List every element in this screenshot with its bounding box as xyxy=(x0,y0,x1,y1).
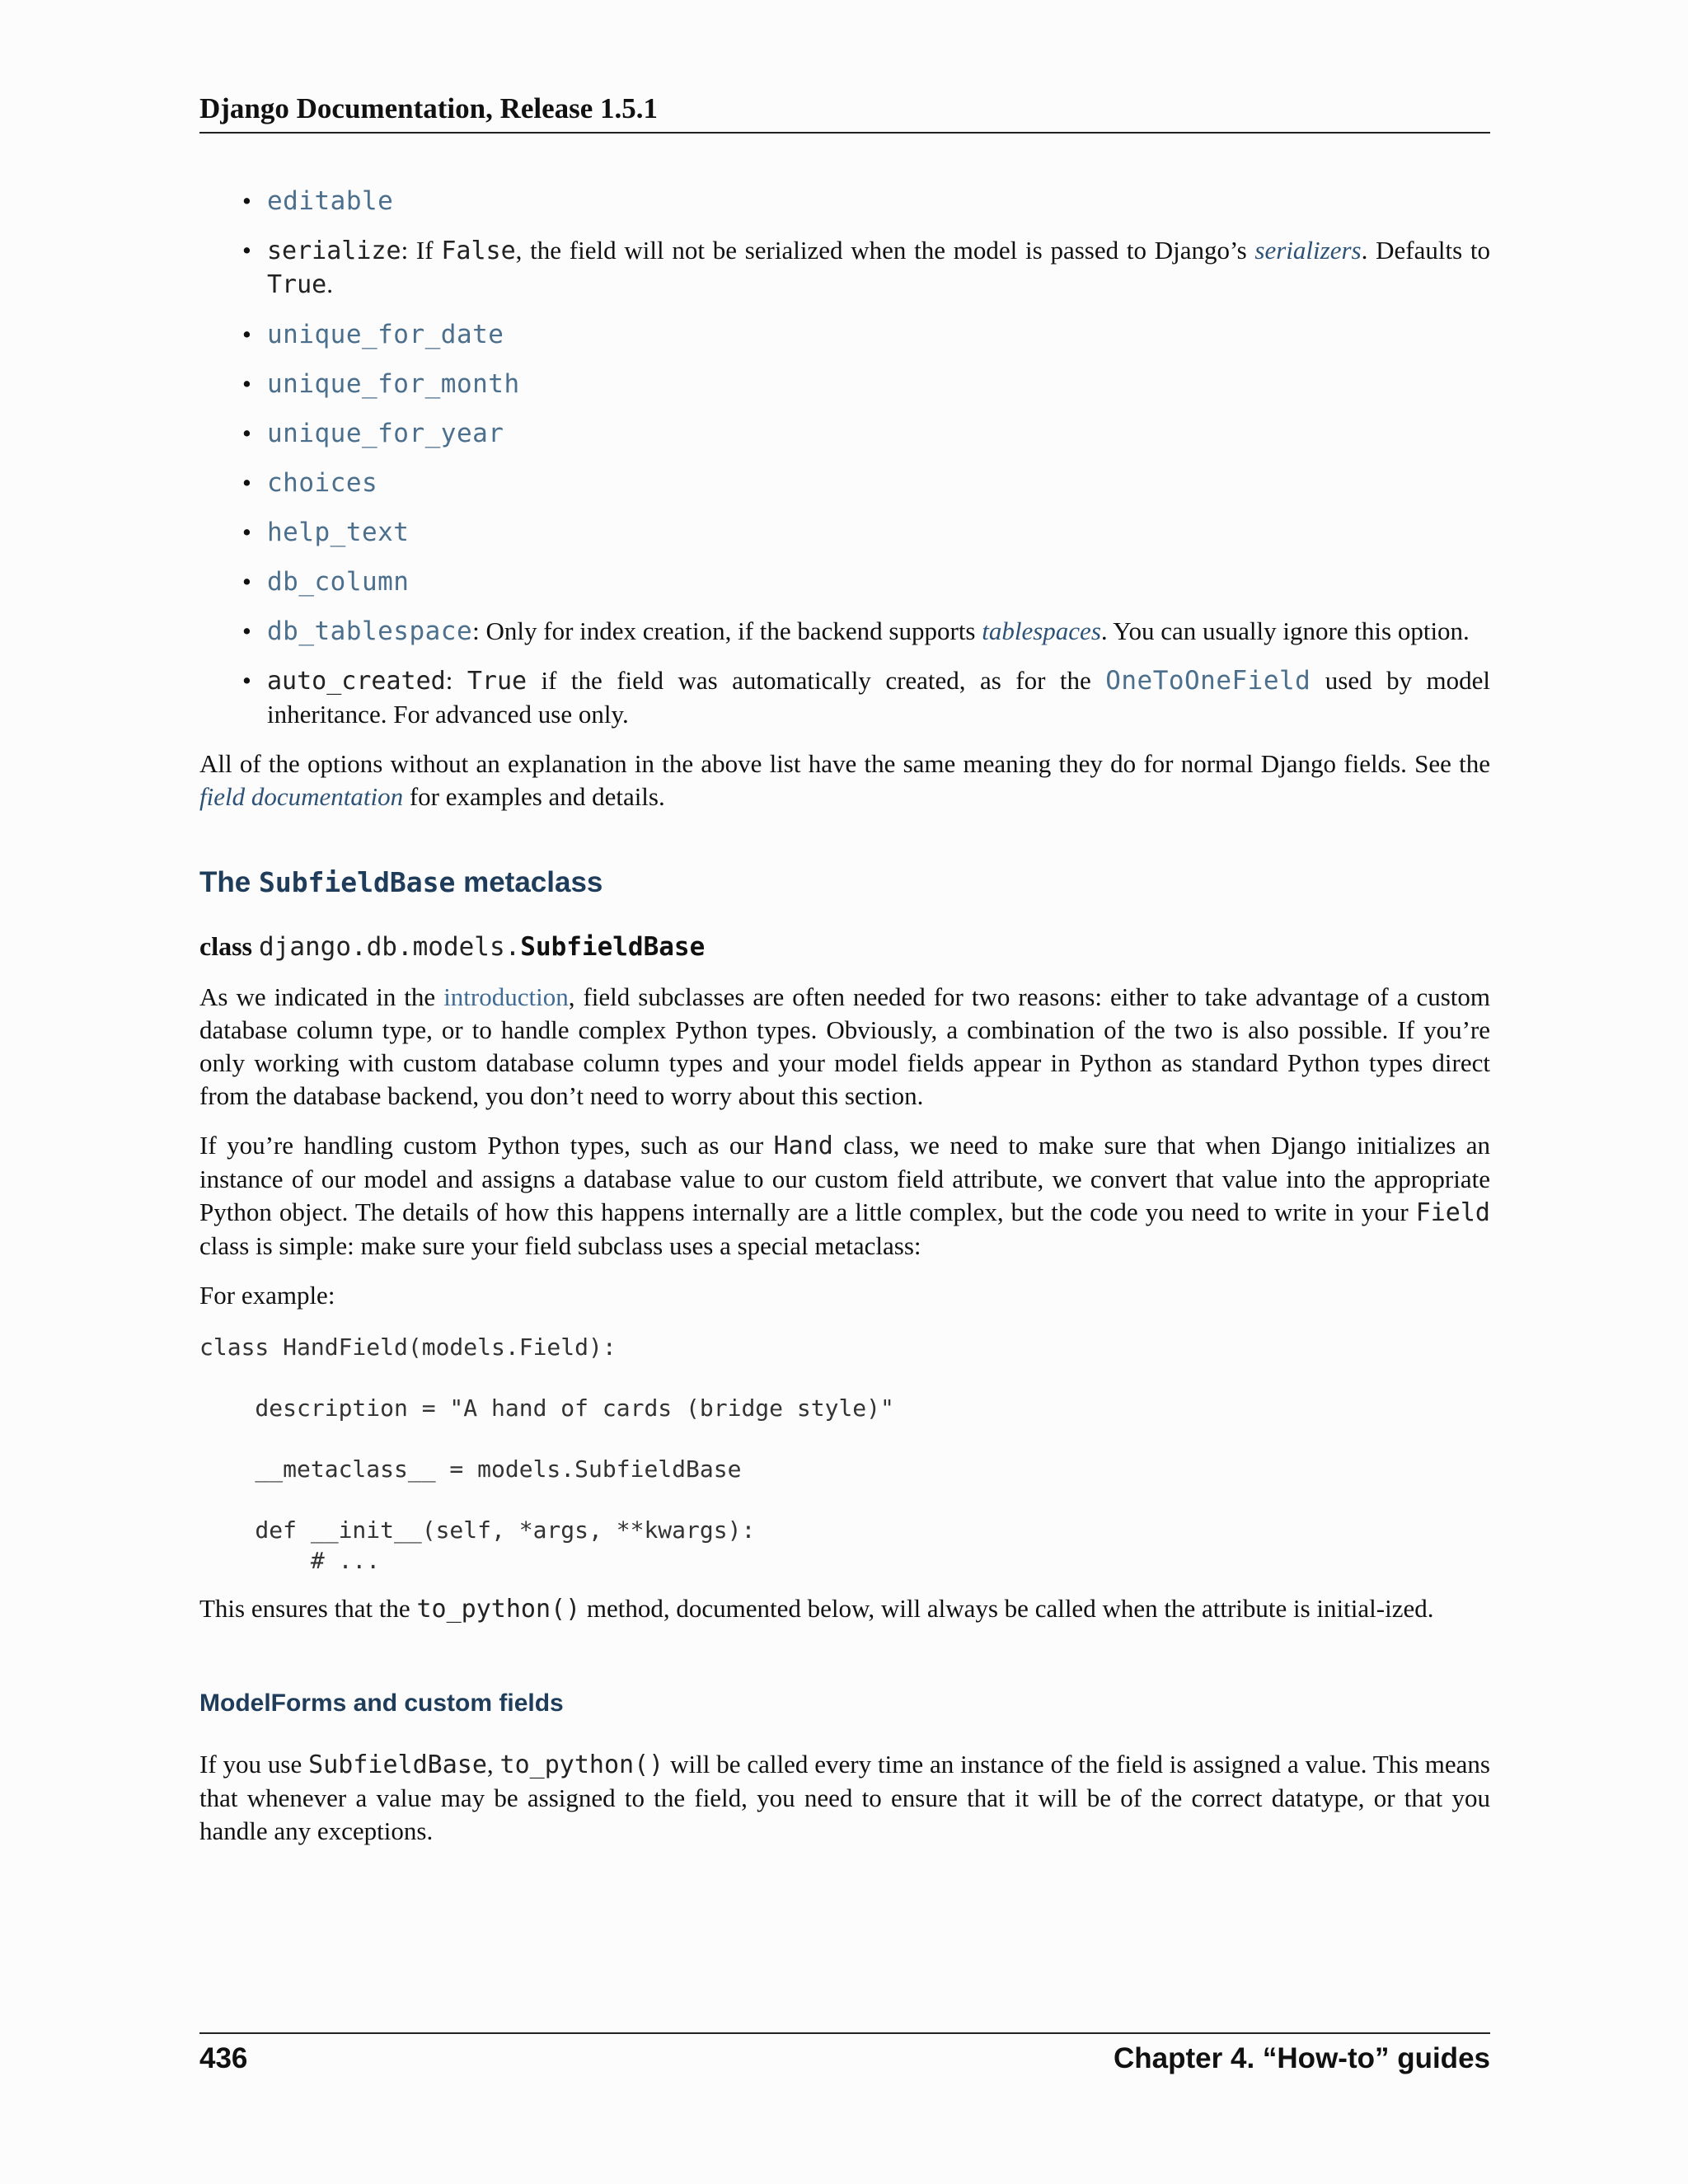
text: , field subclasses are often needed for two reasons: either to take advantage of a custom database column type, or to handle complex Python types. Obviously, a combination of the two is also possible. If you’re only working with custom database column types and your model fields appear in Python as standard Python types direct from the database backend, you don’t need to worry about this section. xyxy=(199,982,1491,1110)
text: All of the options without an explanation in the above list have the same meaning they do for normal Django fields. See the xyxy=(199,749,1490,778)
text: metaclass xyxy=(455,866,603,898)
class-name: SubfieldBase xyxy=(520,932,706,962)
class-keyword: class xyxy=(199,931,252,961)
section-heading xyxy=(199,865,1490,901)
text: : Only for index creation, if the backend supports xyxy=(472,616,982,645)
list-item xyxy=(199,185,1490,218)
code-block: class HandField(models.Field): description = "A hand of cards (bridge style)" __metaclass__ = models.SubfieldBase def __init__(self, *args, **kwargs): # ... xyxy=(199,1333,894,1574)
class-signature xyxy=(199,929,1490,964)
text: , the field will not be serialized when the model is passed to Django’s xyxy=(515,236,1255,265)
paragraph-custom-types xyxy=(199,1129,1490,1263)
option-editable-link[interactable]: editable xyxy=(267,186,394,216)
running-header-title: Django Documentation, Release 1.5.1 xyxy=(199,92,659,124)
text: This ensures that the xyxy=(199,1594,417,1623)
list-item xyxy=(199,516,1490,549)
text: : If xyxy=(401,236,442,265)
paragraph-introduction xyxy=(199,981,1490,1113)
list-item xyxy=(199,417,1490,450)
option-unique-for-date-link[interactable]: unique_for_date xyxy=(267,320,504,349)
text: If you use xyxy=(199,1750,309,1779)
subfieldbase-link[interactable]: SubfieldBase xyxy=(308,1750,487,1779)
code-true: True xyxy=(267,270,327,299)
code-hand: Hand xyxy=(773,1132,833,1160)
tablespaces-link[interactable]: tablespaces xyxy=(982,616,1101,645)
page-footer xyxy=(199,2032,1490,2083)
code-true: True xyxy=(467,667,528,696)
introduction-link[interactable]: introduction xyxy=(443,982,569,1011)
running-header xyxy=(199,91,1490,134)
text: used by model inheritance. For advanced use only. xyxy=(267,666,1491,729)
text: class, we need to make sure that when Django initializes an instance of our model and assigns a database value to our custom field attribute, we convert that value into the appropriate Python object. The details of how this happens internally are a little complex, but the code you need to write in your xyxy=(199,1131,1490,1226)
option-auto-created-code: auto_created xyxy=(267,667,446,696)
list-item xyxy=(199,234,1490,302)
list-item xyxy=(199,565,1490,598)
option-db-tablespace-link[interactable]: db_tablespace xyxy=(267,616,473,646)
option-choices-link[interactable]: choices xyxy=(267,468,378,498)
text: . xyxy=(326,269,333,298)
text: . Defaults to xyxy=(1361,236,1491,265)
list-item xyxy=(199,318,1490,351)
to-python-link[interactable]: to_python() xyxy=(499,1750,664,1779)
text: class is simple: make sure your field subclass uses a special metaclass: xyxy=(199,1231,921,1260)
class-module: django.db.models. xyxy=(259,932,521,962)
text: will be called every time an instance of the field is assigned a value. This means that whenever a value may be assigned to the field, you need to ensure that it will be of the correct datatype, or that you handle any exceptions. xyxy=(199,1750,1490,1845)
section-heading-code: SubfieldBase xyxy=(258,866,456,898)
list-item xyxy=(199,466,1490,499)
chapter-title: Chapter 4. “How-to” guides xyxy=(1114,2042,1490,2074)
text: As we indicated in the xyxy=(199,982,444,1011)
subsection-heading: ModelForms and custom fields xyxy=(199,1690,564,1717)
field-documentation-link[interactable]: field documentation xyxy=(199,782,404,811)
to-python-link[interactable]: to_python() xyxy=(416,1595,581,1624)
paragraph-ensures xyxy=(199,1592,1490,1626)
text: . You can usually ignore this option. xyxy=(1100,616,1470,645)
text: : xyxy=(445,666,467,695)
option-serialize-code: serialize xyxy=(267,237,401,265)
paragraph-modelforms xyxy=(199,1748,1490,1848)
text: , xyxy=(486,1750,500,1779)
onetoonefield-link[interactable]: OneToOneField xyxy=(1105,666,1311,696)
field-options-list xyxy=(199,185,1490,731)
example-label: For example: xyxy=(199,1281,335,1310)
list-item xyxy=(199,368,1490,401)
option-db-column-link[interactable]: db_column xyxy=(267,567,410,597)
text: for examples and details. xyxy=(403,782,665,811)
text: method, documented below, will always be called when the attribute is initial-ized. xyxy=(580,1594,1434,1623)
list-item xyxy=(199,664,1490,731)
page-number: 436 xyxy=(199,2042,248,2074)
code-field: Field xyxy=(1415,1198,1490,1227)
serializers-link[interactable]: serializers xyxy=(1254,236,1362,265)
text: if the field was automatically created, as for the xyxy=(527,666,1106,695)
options-summary xyxy=(199,748,1490,813)
list-item xyxy=(199,615,1490,648)
text: If you’re handling custom Python types, such as our xyxy=(199,1131,774,1160)
option-unique-for-month-link[interactable]: unique_for_month xyxy=(267,369,520,399)
option-unique-for-year-link[interactable]: unique_for_year xyxy=(267,419,504,448)
option-help-text-link[interactable]: help_text xyxy=(267,518,410,547)
text: The xyxy=(199,866,259,898)
page-body xyxy=(199,185,1490,1848)
code-false: False xyxy=(441,237,516,265)
